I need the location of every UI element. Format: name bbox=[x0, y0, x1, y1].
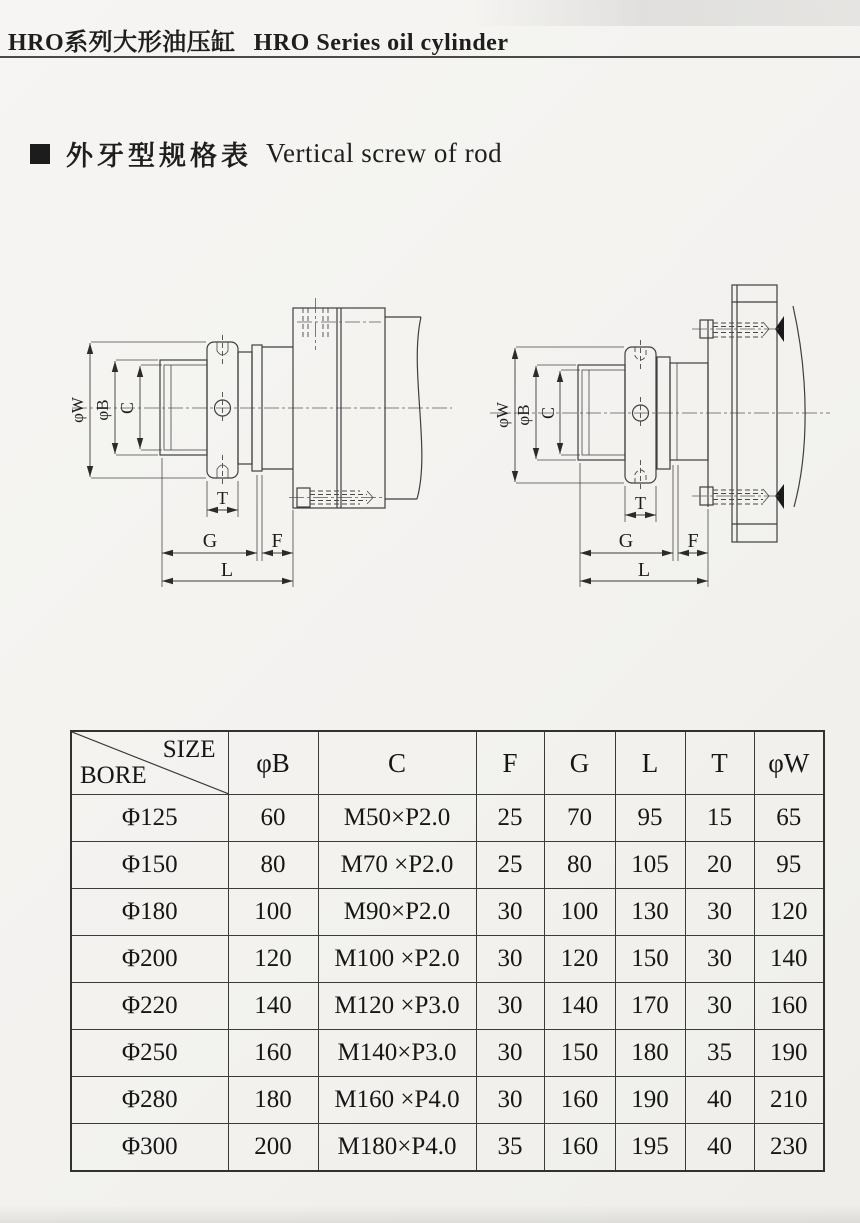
table-header-row bbox=[71, 731, 824, 795]
bore-cell: Φ200 bbox=[71, 936, 228, 983]
col-header-l: L bbox=[615, 731, 685, 795]
table-row bbox=[71, 1124, 824, 1172]
bore-cell: Φ300 bbox=[71, 1124, 228, 1172]
value-cell: 180 bbox=[228, 1077, 318, 1124]
value-cell: 80 bbox=[228, 842, 318, 889]
header-rule bbox=[0, 56, 860, 58]
right-drawing-flange bbox=[708, 285, 805, 542]
value-cell: 80 bbox=[544, 842, 615, 889]
col-header-t: T bbox=[685, 731, 754, 795]
right-drawing-bolt-bottom bbox=[692, 487, 780, 505]
dim-label-phi-w: φW bbox=[493, 402, 512, 428]
value-cell: 35 bbox=[685, 1030, 754, 1077]
section-title-cn: 外牙型规格表 bbox=[66, 141, 252, 171]
value-cell: 40 bbox=[685, 1077, 754, 1124]
col-header-c: C bbox=[318, 731, 476, 795]
value-cell: 190 bbox=[754, 1030, 824, 1077]
table-row bbox=[71, 842, 824, 889]
spec-table bbox=[70, 730, 825, 1172]
left-drawing-rod-profile bbox=[160, 335, 293, 485]
left-drawing-flange bbox=[293, 298, 385, 508]
section-square-icon bbox=[30, 144, 50, 164]
value-cell: 25 bbox=[476, 795, 544, 842]
value-cell: 160 bbox=[228, 1030, 318, 1077]
bore-cell: Φ150 bbox=[71, 842, 228, 889]
page-header bbox=[8, 22, 848, 57]
value-cell: M100 ×P2.0 bbox=[318, 936, 476, 983]
value-cell: 65 bbox=[754, 795, 824, 842]
value-cell: 40 bbox=[685, 1124, 754, 1172]
value-cell: 120 bbox=[544, 936, 615, 983]
value-cell: M70 ×P2.0 bbox=[318, 842, 476, 889]
corner-size-label: SIZE bbox=[162, 736, 216, 763]
value-cell: 195 bbox=[615, 1124, 685, 1172]
value-cell: 30 bbox=[476, 983, 544, 1030]
value-cell: 160 bbox=[544, 1077, 615, 1124]
value-cell: 210 bbox=[754, 1077, 824, 1124]
corner-bore-label: BORE bbox=[80, 762, 147, 789]
value-cell: 95 bbox=[615, 795, 685, 842]
dim-label-l: L bbox=[637, 559, 651, 581]
value-cell: 200 bbox=[228, 1124, 318, 1172]
right-drawing-dimensions bbox=[515, 347, 708, 587]
value-cell: M160 ×P4.0 bbox=[318, 1077, 476, 1124]
left-drawing bbox=[60, 265, 460, 595]
value-cell: 25 bbox=[476, 842, 544, 889]
value-cell: M120 ×P3.0 bbox=[318, 983, 476, 1030]
value-cell: 150 bbox=[615, 936, 685, 983]
dim-label-l: L bbox=[220, 559, 234, 581]
value-cell: 150 bbox=[544, 1030, 615, 1077]
value-cell: 120 bbox=[228, 936, 318, 983]
section-title-en: Vertical screw of rod bbox=[266, 138, 503, 168]
value-cell: 60 bbox=[228, 795, 318, 842]
value-cell: 140 bbox=[544, 983, 615, 1030]
col-header-g: G bbox=[544, 731, 615, 795]
dim-label-c: C bbox=[117, 401, 137, 415]
dim-label-t: T bbox=[217, 488, 228, 508]
right-drawing bbox=[478, 262, 858, 602]
col-header-f: F bbox=[476, 731, 544, 795]
value-cell: 30 bbox=[685, 889, 754, 936]
value-cell: 190 bbox=[615, 1077, 685, 1124]
value-cell: 30 bbox=[476, 1030, 544, 1077]
corner-cell bbox=[71, 731, 228, 795]
value-cell: 95 bbox=[754, 842, 824, 889]
dim-label-phi-b: φB bbox=[93, 399, 112, 421]
value-cell: 30 bbox=[476, 936, 544, 983]
dim-label-c: C bbox=[538, 406, 558, 420]
page-title-cn: HRO系列大形油压缸 bbox=[8, 30, 236, 56]
table-row bbox=[71, 889, 824, 936]
dim-label-f: F bbox=[687, 530, 699, 552]
value-cell: 230 bbox=[754, 1124, 824, 1172]
value-cell: M50×P2.0 bbox=[318, 795, 476, 842]
bore-cell: Φ250 bbox=[71, 1030, 228, 1077]
left-drawing-bolt bbox=[289, 488, 382, 507]
value-cell: 15 bbox=[685, 795, 754, 842]
table-row bbox=[71, 983, 824, 1030]
bore-cell: Φ125 bbox=[71, 795, 228, 842]
value-cell: 180 bbox=[615, 1030, 685, 1077]
value-cell: 35 bbox=[476, 1124, 544, 1172]
page-title-en: HRO Series oil cylinder bbox=[253, 30, 509, 56]
value-cell: 30 bbox=[685, 936, 754, 983]
col-header-phi-w: φW bbox=[754, 731, 824, 795]
value-cell: M90×P2.0 bbox=[318, 889, 476, 936]
dim-label-phi-w: φW bbox=[68, 397, 87, 423]
dim-label-f: F bbox=[271, 530, 283, 552]
value-cell: M180×P4.0 bbox=[318, 1124, 476, 1172]
col-header-phi-b: φB bbox=[228, 731, 318, 795]
scan-artifact-bottom bbox=[0, 1205, 860, 1223]
bore-cell: Φ280 bbox=[71, 1077, 228, 1124]
dim-label-g: G bbox=[618, 530, 634, 552]
value-cell: 120 bbox=[754, 889, 824, 936]
value-cell: 70 bbox=[544, 795, 615, 842]
table-row bbox=[71, 1030, 824, 1077]
value-cell: 30 bbox=[685, 983, 754, 1030]
value-cell: 30 bbox=[476, 1077, 544, 1124]
dim-label-phi-b: φB bbox=[514, 404, 533, 426]
value-cell: 170 bbox=[615, 983, 685, 1030]
value-cell: 130 bbox=[615, 889, 685, 936]
value-cell: 20 bbox=[685, 842, 754, 889]
bore-cell: Φ220 bbox=[71, 983, 228, 1030]
value-cell: 140 bbox=[228, 983, 318, 1030]
value-cell: 100 bbox=[228, 889, 318, 936]
table-row bbox=[71, 1077, 824, 1124]
value-cell: 160 bbox=[544, 1124, 615, 1172]
table-row bbox=[71, 795, 824, 842]
value-cell: 160 bbox=[754, 983, 824, 1030]
value-cell: 100 bbox=[544, 889, 615, 936]
value-cell: M140×P3.0 bbox=[318, 1030, 476, 1077]
right-drawing-bolt-top bbox=[692, 320, 780, 338]
table-row bbox=[71, 936, 824, 983]
weld-mark-bottom bbox=[775, 484, 784, 509]
value-cell: 30 bbox=[476, 889, 544, 936]
bore-cell: Φ180 bbox=[71, 889, 228, 936]
value-cell: 140 bbox=[754, 936, 824, 983]
value-cell: 105 bbox=[615, 842, 685, 889]
right-drawing-rod-profile bbox=[578, 340, 708, 490]
section-title bbox=[30, 134, 502, 173]
dim-label-g: G bbox=[202, 530, 218, 552]
dim-label-t: T bbox=[635, 493, 646, 513]
